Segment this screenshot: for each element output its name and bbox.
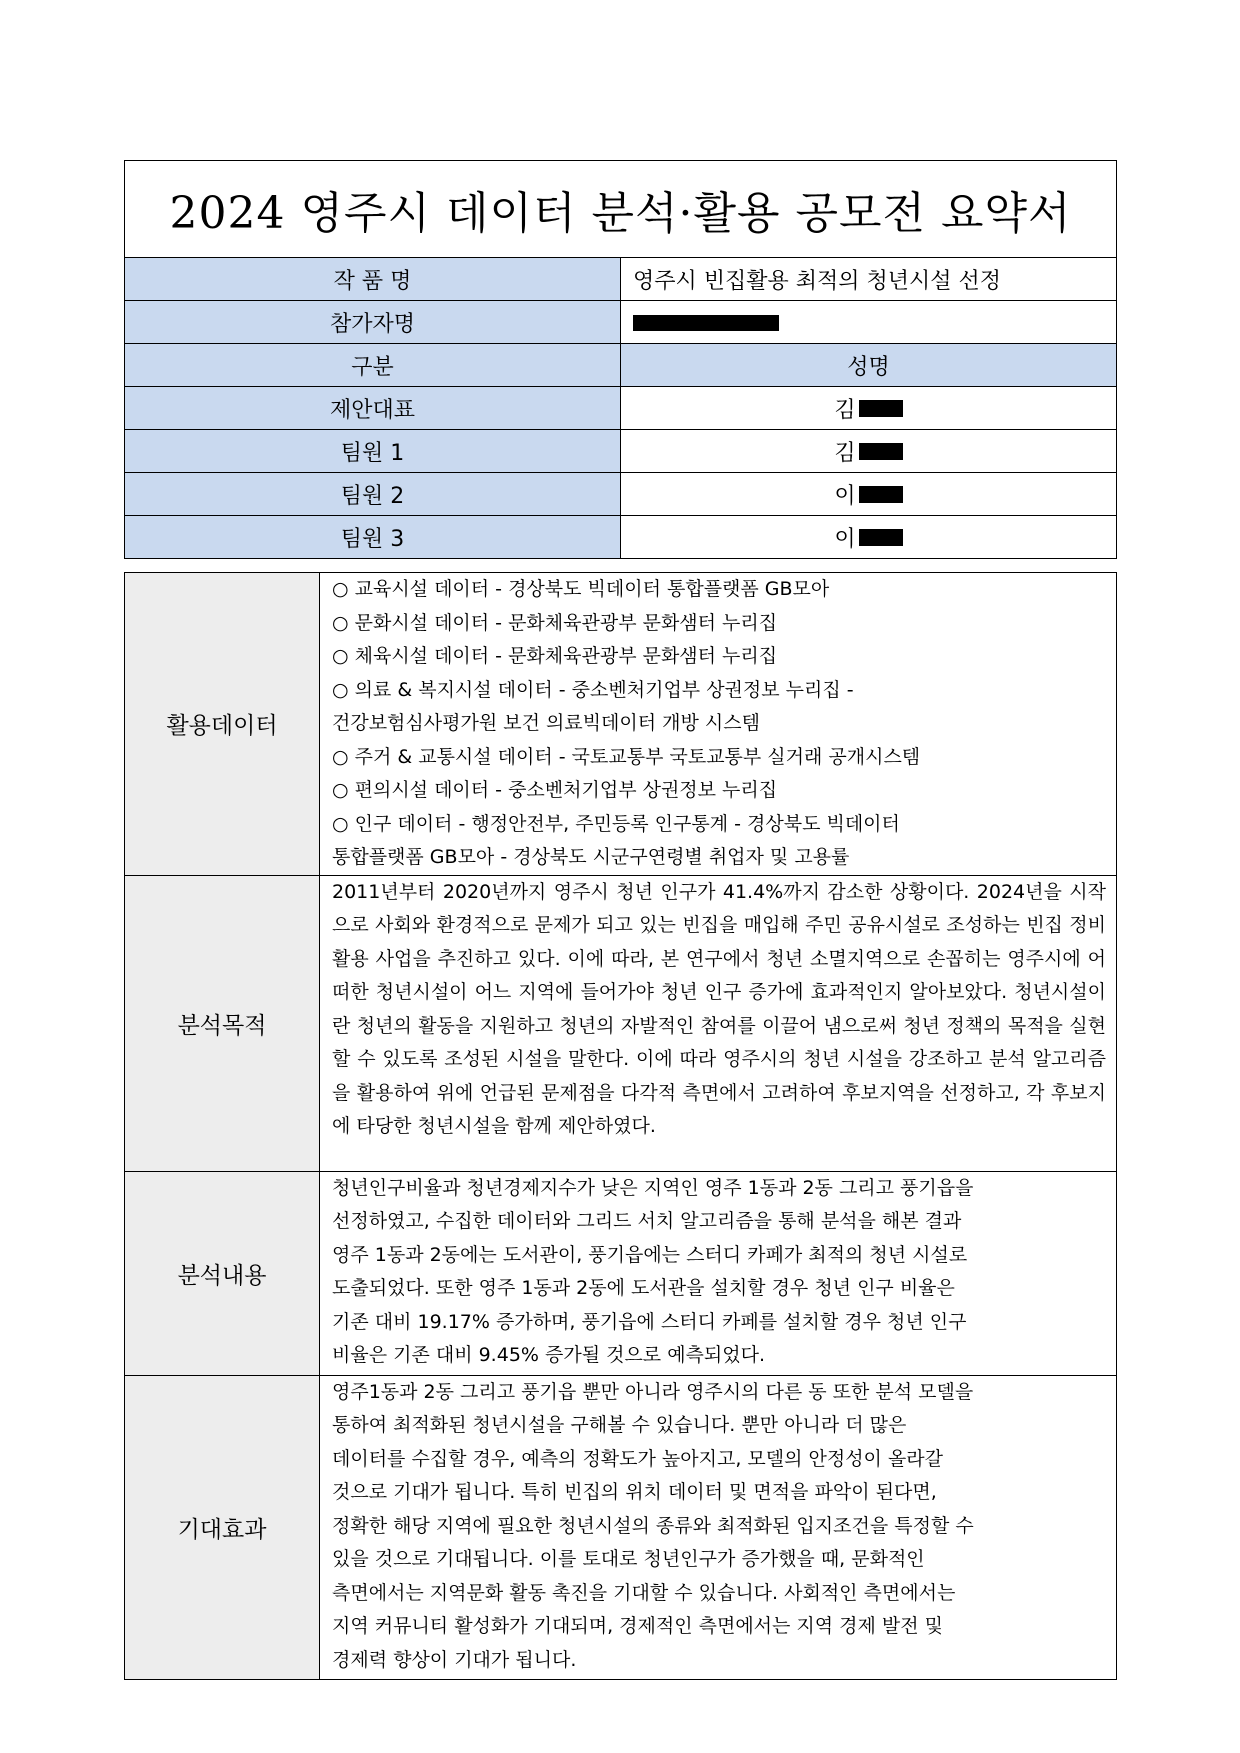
content-line: 비율은 기존 대비 9.45% 증가될 것으로 예측되었다. — [332, 1344, 766, 1366]
member-name — [621, 516, 1117, 559]
summary-header-table — [124, 160, 1117, 559]
data-line: 건강보험심사평가원 보건 의료빅데이터 개방 시스템 — [332, 712, 760, 734]
content-section-content — [320, 1171, 1117, 1375]
member-name — [621, 473, 1117, 516]
effect-line: 정확한 해당 지역에 필요한 청년시설의 종류와 최적화된 입지조건을 특정할 수 — [332, 1514, 974, 1537]
effect-line: 측면에서는 지역문화 활동 촉진을 기대할 수 있습니다. 사회적인 측면에서는 — [332, 1581, 956, 1604]
member-role: 팀원 1 — [125, 430, 621, 473]
summary-body-table — [124, 572, 1117, 1680]
effect-line: 있을 것으로 기대됩니다. 이를 토대로 청년인구가 증가했을 때, 문화적인 — [332, 1548, 925, 1570]
document-title: 2024 영주시 데이터 분석·활용 공모전 요약서 — [125, 161, 1117, 258]
data-line: ○ 편의시설 데이터 - 중소벤처기업부 상권정보 누리집 — [332, 779, 778, 801]
data-line: ○ 문화시설 데이터 - 문화체육관광부 문화샘터 누리집 — [332, 611, 778, 634]
effect-section-label: 기대효과 — [125, 1375, 320, 1679]
work-title-value: 영주시 빈집활용 최적의 청년시설 선정 — [621, 258, 1117, 301]
data-section-label: 활용데이터 — [125, 573, 320, 876]
member-name — [621, 430, 1117, 473]
effect-line: 영주1동과 2동 그리고 풍기읍 뿐만 아니라 영주시의 다른 동 또한 분석 모델을 — [332, 1380, 974, 1403]
member-role: 팀원 3 — [125, 516, 621, 559]
data-line: ○ 주거 & 교통시설 데이터 - 국토교통부 국토교통부 실거래 공개시스템 — [332, 745, 921, 768]
content-line: 도출되었다. 또한 영주 1동과 2동에 도서관을 설치할 경우 청년 인구 비율은 — [332, 1277, 955, 1299]
member-name-text: 이 — [834, 526, 856, 552]
work-title-label: 작 품 명 — [125, 258, 621, 301]
data-line: ○ 교육시설 데이터 - 경상북도 빅데이터 통합플랫폼 GB모아 — [332, 578, 830, 600]
redaction-bar — [633, 315, 779, 331]
member-name — [621, 387, 1117, 430]
effect-line: 데이터를 수집할 경우, 예측의 정확도가 높아지고, 모델의 안정성이 올라갈 — [332, 1447, 944, 1470]
member-name-text: 이 — [834, 483, 856, 509]
content-line: 청년인구비율과 청년경제지수가 낮은 지역인 영주 1동과 2동 그리고 풍기읍을 — [332, 1176, 974, 1199]
data-section-content — [320, 573, 1117, 876]
content-line: 기존 대비 19.17% 증가하며, 풍기읍에 스터디 카페를 설치할 경우 청년 인구 — [332, 1310, 967, 1333]
effect-line: 통하여 최적화된 청년시설을 구해볼 수 있습니다. 뿐만 아니라 더 많은 — [332, 1414, 907, 1436]
member-name-text: 김 — [834, 440, 856, 466]
effect-line: 것으로 기대가 됩니다. 특히 빈집의 위치 데이터 및 면적을 파악이 된다면, — [332, 1481, 937, 1503]
effect-line: 지역 커뮤니티 활성화가 기대되며, 경제적인 측면에서는 지역 경제 발전 및 — [332, 1615, 944, 1637]
participant-label: 참가자명 — [125, 301, 621, 344]
purpose-section-label: 분석목적 — [125, 875, 320, 1171]
content-section-label: 분석내용 — [125, 1171, 320, 1375]
participant-value — [621, 301, 1117, 344]
purpose-section-content — [320, 875, 1117, 1171]
data-line: 통합플랫폼 GB모아 - 경상북도 시군구연령별 취업자 및 고용률 — [332, 846, 850, 868]
member-role: 팀원 2 — [125, 473, 621, 516]
data-line: ○ 체육시설 데이터 - 문화체육관광부 문화샘터 누리집 — [332, 645, 778, 667]
redaction-bar — [859, 443, 903, 460]
member-role: 제안대표 — [125, 387, 621, 430]
redaction-bar — [859, 529, 903, 546]
effect-section-content — [320, 1375, 1117, 1679]
member-name-text: 김 — [834, 397, 856, 423]
effect-line: 경제력 향상이 기대가 됩니다. — [332, 1648, 577, 1671]
data-line: ○ 의료 & 복지시설 데이터 - 중소벤처기업부 상권정보 누리집 - — [332, 678, 854, 701]
data-line: ○ 인구 데이터 - 행정안전부, 주민등록 인구통계 - 경상북도 빅데이터 — [332, 812, 900, 835]
members-header-value: 성명 — [621, 344, 1117, 387]
content-line: 영주 1동과 2동에는 도서관이, 풍기읍에는 스터디 카페가 최적의 청년 시설로 — [332, 1243, 968, 1266]
redaction-bar — [859, 486, 903, 503]
members-header-label: 구분 — [125, 344, 621, 387]
purpose-text: 2011년부터 2020년까지 영주시 청년 인구가 41.4%까지 감소한 상황이다. 2024년을 시작으로 사회와 환경적으로 문제가 되고 있는 빈집을 매입해 주민 공유시설로 조성하는 빈집 정비활용 사업을 추진하고 있다. 이에 따라, 본 연구에서 청년 소멸지역으로 손꼽히는 영주시에 어떠한 청년시설이 어느 지역에 들어가야 청년 인구 증가에 효과적인지 알아보았다. 청년시설이란 청년의 활동을 지원하고 청년의 자발적인 참여를 이끌어 냄으로써 청년 정책의 목적을 실현할 수 있도록 조성된 시설을 말한다. 이에 따라 영주시의 청년 시설을 강조하고 분석 알고리즘을 활용하여 위에 언급된 문제점을 다각적 측면에서 고려하여 후보지역을 선정하고, 각 후보지에 타당한 청년시설을 함께 제안하였다. — [332, 880, 1106, 1137]
redaction-bar — [859, 400, 903, 417]
content-line: 선정하였고, 수집한 데이터와 그리드 서치 알고리즘을 통해 분석을 해본 결과 — [332, 1210, 962, 1232]
